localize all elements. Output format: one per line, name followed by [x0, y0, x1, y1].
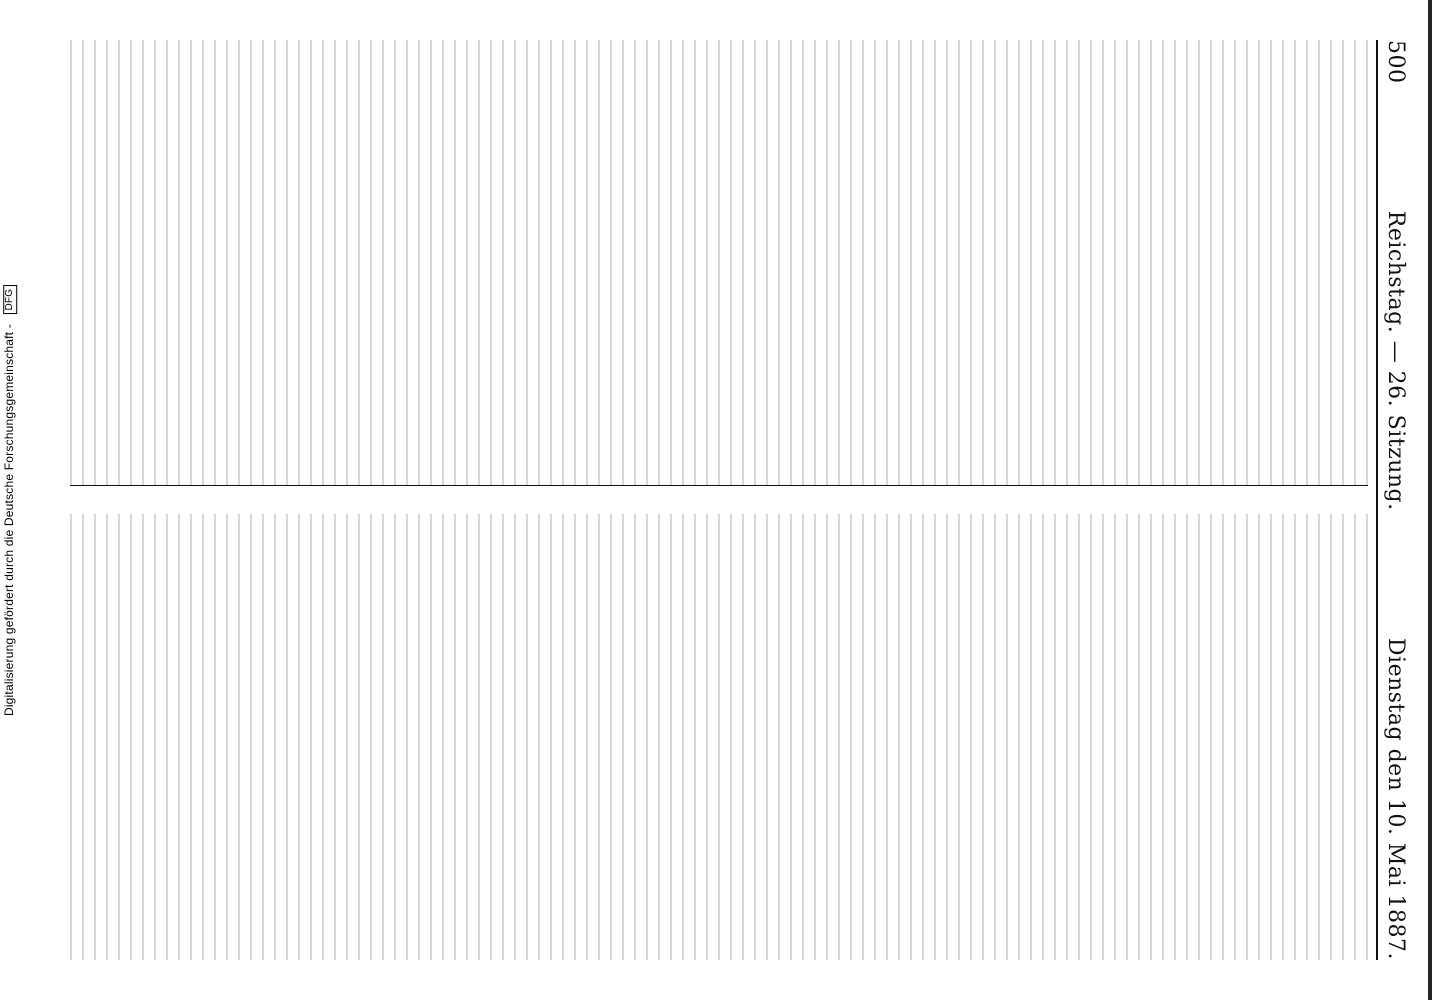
footer-vertical — [0, 0, 20, 1000]
left-column — [70, 40, 1368, 486]
page-number: 500 — [1383, 40, 1409, 84]
dfg-badge: DFG — [3, 284, 17, 314]
two-column-body — [70, 40, 1368, 960]
right-column-text-lines — [70, 514, 1368, 960]
header-date: Dienstag den 10. Mai 1887. — [1383, 637, 1409, 960]
footer-text — [3, 284, 18, 715]
header-title: Reichstag. — 26. Sitzung. — [1383, 210, 1409, 511]
left-column-text-lines — [70, 40, 1368, 485]
right-column — [70, 514, 1368, 960]
page-header — [1376, 40, 1414, 960]
footer-caption: Digitalisierung gefördert durch die Deutsche Forschungsgemeinschaft - — [2, 323, 17, 716]
scan-edge — [1428, 0, 1432, 1000]
